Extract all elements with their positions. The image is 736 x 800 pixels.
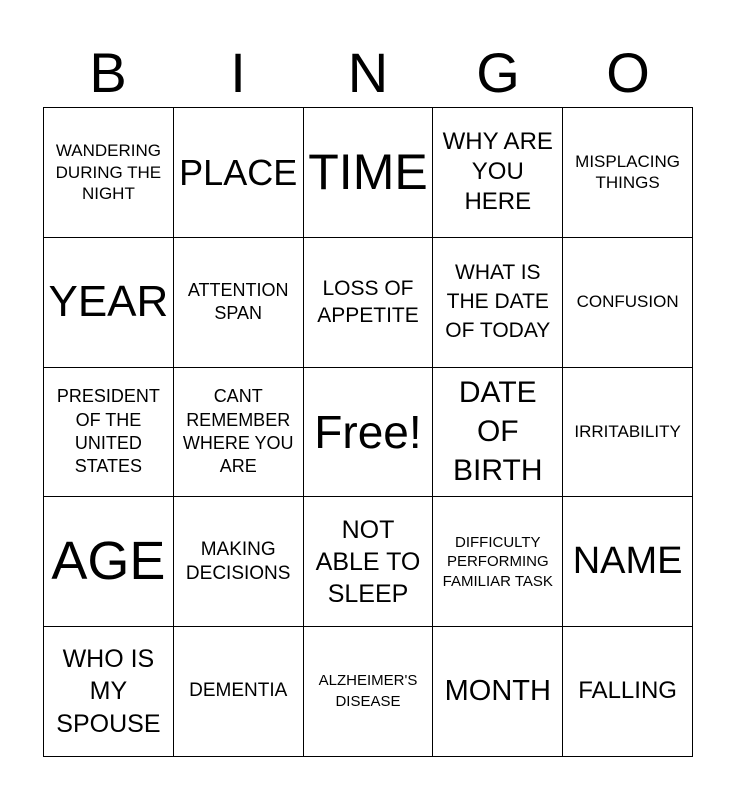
bingo-cell-text: AGE <box>51 531 166 592</box>
bingo-cell-text: IRRITABILITY <box>574 421 681 441</box>
bingo-cell-text: WHO IS MY SPOUSE <box>56 644 161 738</box>
bingo-cell[interactable] <box>304 238 434 368</box>
bingo-cell[interactable] <box>563 108 693 238</box>
bingo-cell-text: MISPLACING THINGS <box>575 151 681 193</box>
bingo-cell-text: DEMENTIA <box>189 680 288 702</box>
bingo-cell-text: YEAR <box>48 277 169 326</box>
bingo-cell-text: WHAT IS THE DATE OF TODAY <box>445 260 551 342</box>
bingo-cell[interactable] <box>44 108 174 238</box>
bingo-cell[interactable] <box>44 368 174 498</box>
bingo-cell[interactable] <box>563 368 693 498</box>
bingo-cell-text: CANT REMEMBER WHERE YOU ARE <box>182 386 294 477</box>
bingo-cell[interactable] <box>304 368 434 498</box>
header-letter-o: O <box>606 41 650 104</box>
bingo-cell-text: LOSS OF APPETITE <box>317 276 419 328</box>
header-letter-g: G <box>476 41 520 104</box>
bingo-cell[interactable] <box>44 238 174 368</box>
bingo-cell-text: CONFUSION <box>576 292 679 311</box>
bingo-cell[interactable] <box>174 627 304 757</box>
bingo-cell-text: WHY ARE YOU HERE <box>442 128 553 216</box>
bingo-cell-text: MONTH <box>444 674 551 707</box>
bingo-cell-text: DATE OF BIRTH <box>453 376 543 488</box>
bingo-cell[interactable] <box>433 497 563 627</box>
bingo-cell[interactable] <box>433 108 563 238</box>
bingo-header <box>43 40 693 106</box>
bingo-cell[interactable] <box>174 497 304 627</box>
bingo-cell[interactable] <box>304 108 434 238</box>
bingo-cell[interactable] <box>44 497 174 627</box>
bingo-cell-text: TIME <box>308 143 428 200</box>
bingo-cell[interactable] <box>174 108 304 238</box>
bingo-cell-text: NOT ABLE TO SLEEP <box>315 515 421 608</box>
header-letter-b: B <box>89 41 127 104</box>
bingo-cell[interactable] <box>563 238 693 368</box>
bingo-cell-text: ALZHEIMER'S DISEASE <box>318 672 418 710</box>
bingo-cell[interactable] <box>174 368 304 498</box>
bingo-cell[interactable] <box>174 238 304 368</box>
bingo-cell-text: NAME <box>572 539 683 582</box>
bingo-cell-text: PRESIDENT OF THE UNITED STATES <box>56 386 160 477</box>
bingo-cell-text: MAKING DECISIONS <box>185 539 291 584</box>
header-letter-n: N <box>347 41 389 104</box>
bingo-cell[interactable] <box>304 497 434 627</box>
bingo-cell[interactable] <box>304 627 434 757</box>
bingo-cell[interactable] <box>433 368 563 498</box>
header-letter-i: I <box>230 41 246 104</box>
bingo-cell[interactable] <box>433 238 563 368</box>
bingo-cell-text: Free! <box>314 405 422 458</box>
bingo-cell-text: WANDERING DURING THE NIGHT <box>55 140 162 204</box>
bingo-cell[interactable] <box>563 497 693 627</box>
bingo-cell-text: FALLING <box>578 677 677 705</box>
bingo-cell-text: DIFFICULTY PERFORMING FAMILIAR TASK <box>442 533 553 590</box>
bingo-cell[interactable] <box>563 627 693 757</box>
bingo-cell-text: PLACE <box>179 151 298 193</box>
bingo-cell-text: ATTENTION SPAN <box>187 279 289 324</box>
bingo-cell[interactable] <box>44 627 174 757</box>
bingo-cell[interactable] <box>433 627 563 757</box>
bingo-grid <box>43 107 693 757</box>
